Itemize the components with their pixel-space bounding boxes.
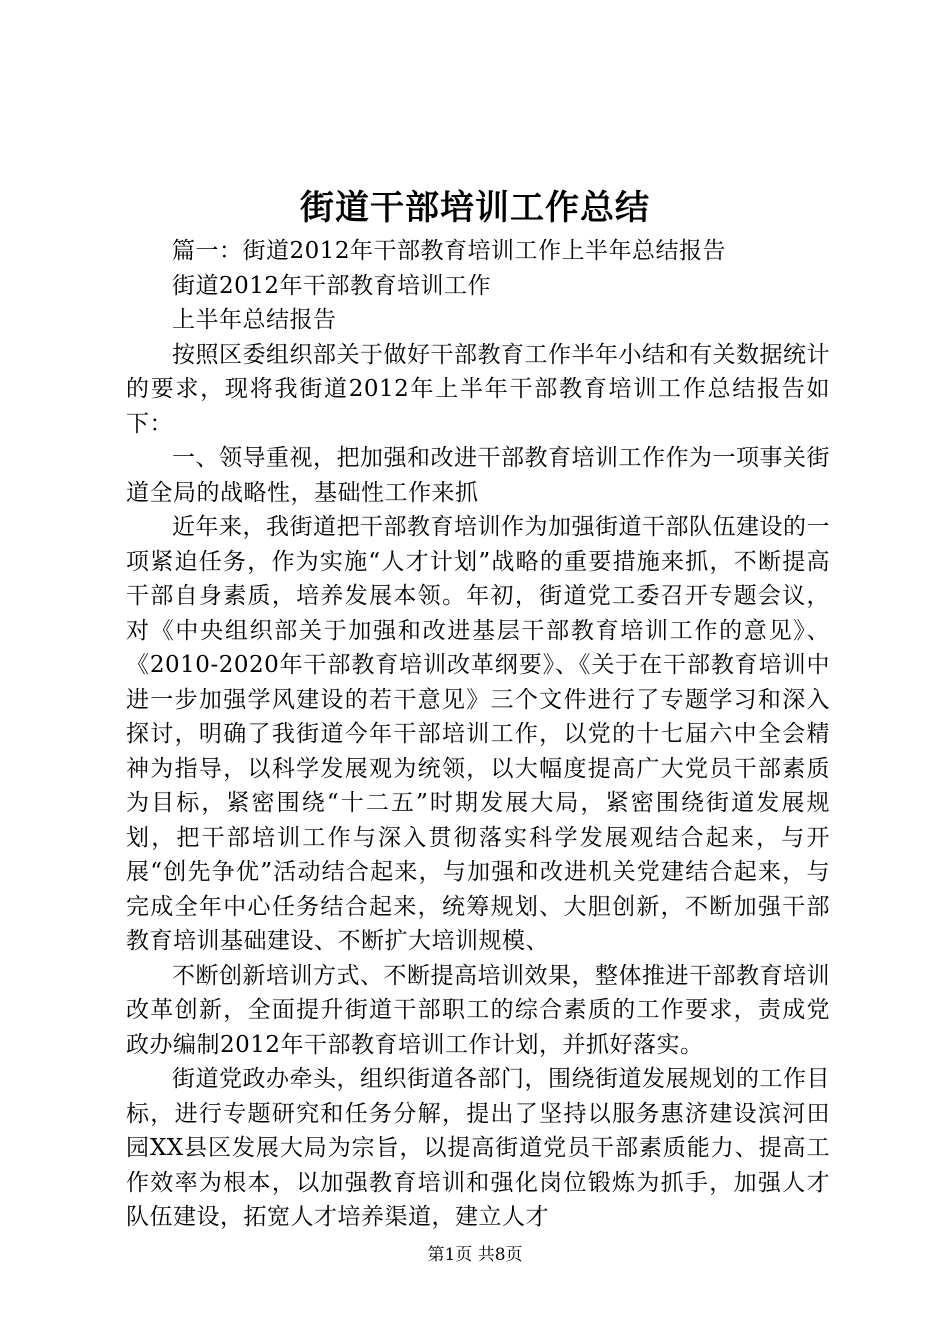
document-body [126, 234, 830, 1235]
paragraph: 近年来，我街道把干部教育培训作为加强街道干部队伍建设的一项紧迫任务，作为实施“人才计划”战略的重要措施来抓，不断提高干部自身素质，培养发展本领。年初，街道党工委召开专题会议，对《中央组织部关于加强和改进基层干部教育培训工作的意见》、《2010-2020年干部教育培训改革纲要》、《关于在干部教育培训中进一步加强学风建设的若干意见》三个文件进行了专题学习和深入探讨，明确了我街道今年干部培训工作，以党的十七届六中全会精神为指导，以科学发展观为统领，以大幅度提高广大党员干部素质为目标，紧密围绕“十二五”时期发展大局，紧密围绕街道发展规划，把干部培训工作与深入贯彻落实科学发展观结合起来，与开展“创先争优”活动结合起来，与加强和改进机关党建结合起来，与完成全年中心任务结合起来，统筹规划、大胆创新，不断加强干部教育培训基础建设、不断扩大培训规模、 [126, 514, 830, 954]
paragraph: 街道党政办牵头，组织街道各部门，围绕街道发展规划的工作目标，进行专题研究和任务分解，提出了坚持以服务惠济建设滨河田园XX县区发展大局为宗旨，以提高街道党员干部素质能力、提高工作效率为根本，以加强教育培训和强化岗位锻炼为抓手，加强人才队伍建设，拓宽人才培养渠道，建立人才 [126, 1066, 830, 1230]
paragraph: 篇一：街道2012年干部教育培训工作上半年总结报告 [172, 238, 727, 264]
page-footer: 第1页 共8页 [427, 1245, 523, 1265]
document-title: 街道干部培训工作总结 [300, 188, 650, 228]
paragraph: 街道2012年干部教育培训工作 [172, 272, 492, 299]
paragraph: 一、领导重视，把加强和改进干部教育培训工作作为一项事关街道全局的战略性，基础性工作来抓 [126, 445, 830, 506]
paragraph: 上半年总结报告 [172, 307, 337, 333]
paragraph: 不断创新培训方式、不断提高培训效果，整体推进干部教育培训改革创新，全面提升街道干部职工的综合素质的工作要求，责成党政办编制2012年干部教育培训工作计划，并抓好落实。 [126, 962, 830, 1058]
paragraph: 按照区委组织部关于做好干部教育工作半年小结和有关数据统计的要求，现将我街道2012年上半年干部教育培训工作总结报告如下： [126, 341, 830, 437]
